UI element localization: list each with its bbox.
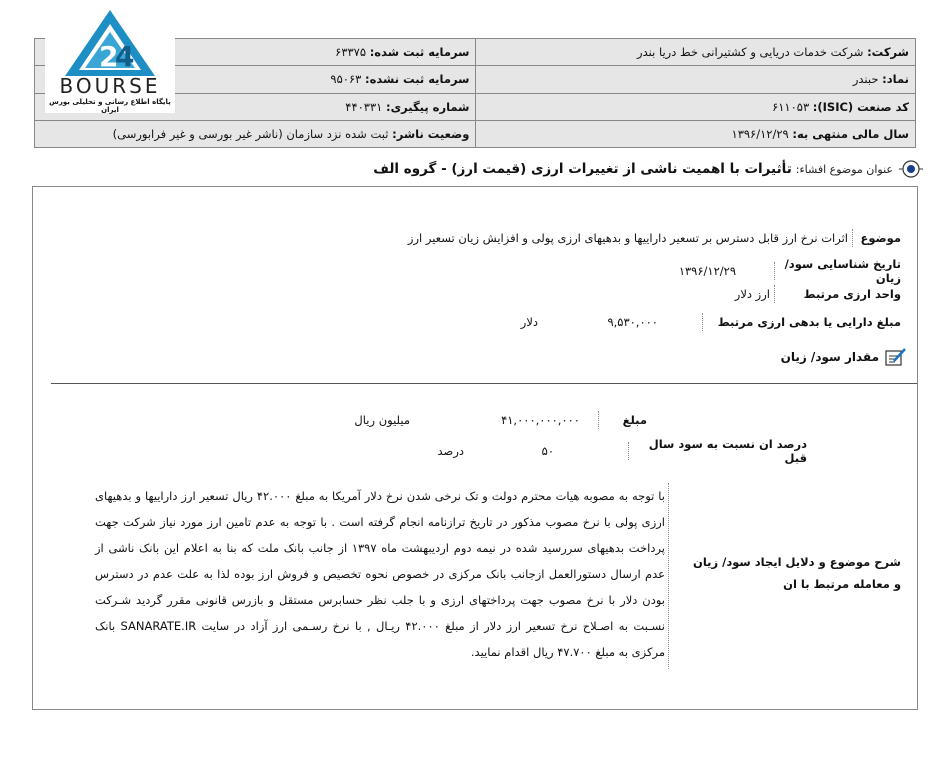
recognition-date-value: ۱۳۹۶/۱۲/۲۹ (678, 264, 736, 278)
svg-text:4: 4 (115, 40, 135, 73)
publisher-status-value: ثبت شده نزد سازمان (ناشر غیر بورسی و غیر فرابورسی) (112, 126, 389, 141)
recognition-date-row (679, 257, 901, 285)
tracking-value: ۴۴۰۳۳۱ (345, 99, 383, 114)
company-cell (476, 39, 916, 66)
recognition-date-label: تاریخ شناسایی سود/ زیان (784, 257, 901, 285)
subject-separator (852, 229, 853, 247)
profit-loss-sum-unit: میلیون ریال (354, 413, 410, 427)
asset-amount-label: مبلغ دارایی یا بدهی ارزی مرتبط (717, 315, 901, 329)
profit-loss-sum-value: ۴۱,۰۰۰,۰۰۰,۰۰۰ (501, 413, 580, 427)
section-divider (51, 383, 917, 384)
symbol-value: حبندر (852, 72, 879, 87)
subject-value: اثرات نرخ ارز قابل دسترس بر تسعیر داراییها و بدهیهای ارزی پولی و افزایش زیان تسعیر ارز (407, 231, 848, 245)
percent-unit: درصد (437, 444, 464, 458)
subject-label: موضوع (860, 231, 901, 245)
svg-text:2: 2 (99, 40, 119, 73)
profit-loss-section-title: مقدار سود/ زیان (780, 350, 879, 364)
tracking-label: شماره پیگیری: (385, 99, 470, 114)
disclosure-title: تأثیرات با اهمیت ناشی از تغییرات ارزی (قیمت ارز) - گروه الف (373, 161, 792, 177)
asset-amount-value: ۹,۵۳۰,۰۰۰ (607, 315, 658, 329)
percent-row (438, 437, 807, 465)
percent-separator (628, 442, 629, 460)
company-value: شرکت خدمات دریایی و کشتیرانی خط دریا بندر (637, 45, 864, 60)
currency-separator (774, 285, 775, 303)
isic-cell (476, 93, 916, 120)
symbol-label: نماد: (882, 72, 909, 87)
fiscal-year-cell (476, 120, 916, 147)
publisher-status-cell (35, 120, 476, 147)
asset-amount-unit: دلار (520, 315, 538, 329)
profit-loss-sum-row (354, 411, 647, 429)
target-icon (899, 157, 923, 181)
unregistered-capital-value: ۹۵۰۶۳ (330, 72, 362, 87)
fiscal-year-value: ۱۳۹۶/۱۲/۲۹ (731, 126, 789, 141)
disclosure-title-line (373, 158, 923, 180)
profit-loss-section-header (781, 347, 907, 367)
isic-value: ۶۱۱۰۵۳ (772, 99, 810, 114)
percent-value: ۵۰ (541, 444, 554, 458)
subject-row (408, 229, 901, 247)
unregistered-capital-label: سرمایه ثبت نشده: (364, 72, 470, 87)
disclosure-content-box (32, 186, 918, 710)
currency-value: ارز دلار (734, 287, 770, 301)
disclosure-title-prefix: عنوان موضوع افشاء: (795, 162, 893, 176)
profit-loss-sum-separator (598, 411, 599, 429)
logo-tagline: پایگاه اطلاع رسانی و تحلیلی بورس ایران (49, 98, 171, 114)
company-label: شرکت: (867, 45, 909, 60)
symbol-cell (476, 66, 916, 93)
description-separator (668, 483, 669, 669)
asset-amount-separator (702, 313, 703, 331)
registered-capital-value: ۶۳۳۷۵ (335, 45, 367, 60)
profit-loss-sum-label: مبلغ (622, 413, 647, 427)
fiscal-year-label: سال مالی منتهی به: (792, 126, 909, 141)
currency-label: واحد ارزی مرتبط (803, 287, 901, 301)
currency-row (735, 285, 901, 303)
registered-capital-label: سرمایه ثبت شده: (369, 45, 470, 60)
bourse-logo (45, 8, 175, 113)
publisher-status-label: وضعیت ناشر: (392, 126, 470, 141)
description-text: با توجه به مصوبه هیات محترم دولت و تک نرخی شدن نرخ دلار آمریکا به مبلغ ۴۲.۰۰۰ ریال تسعیر ارز داراییها و بدهیهای ارزی پولی با نرخ مصوب مذکور در تاریخ ترازنامه انجام گرفته است . با توجه به عدم تامین ارز مورد نیاز شرکت جهت پرداخت بدهیهای سررسید شده در نیمه دوم اردیبهشت ماه ۱۳۹۷ از جانب بانک ملت که بنا به اعلام این بانک ناشی از عدم ارسال دستورالعمل ازجانب بانک مرکزی در خصوص نحوه تخصیص و فروش ارز بوده لذا به علت عدم در دسترس بودن دلار با نرخ مصوب جهت پرداختهای ارزی و با جلب نظر حسابرس مستقل و بازرس قانونی مقرر گردید شـرکت نسـبت به اصـلاح نرخ تسعیر ارز دلار از مبلغ ۴۲.۰۰۰ ریـال , با نرخ رسـمی ارز آزاد در سایت SANARATE.IR بانک مرکزی به مبلغ ۴۷.۷۰۰ ریال اقدام نمایید. (95, 489, 665, 659)
recognition-date-separator (774, 262, 775, 280)
asset-amount-row (521, 313, 901, 331)
isic-label: کد صنعت (ISIC): (812, 99, 909, 114)
percent-label: درصد ان نسبت به سود سال قبل (648, 437, 807, 465)
edit-note-icon (885, 347, 907, 367)
description-label: شرح موضوع و دلایل ایجاد سود/ زیان و معامله مرتبط با ان (693, 555, 901, 591)
logo-wordmark: BOURSE (59, 74, 161, 98)
